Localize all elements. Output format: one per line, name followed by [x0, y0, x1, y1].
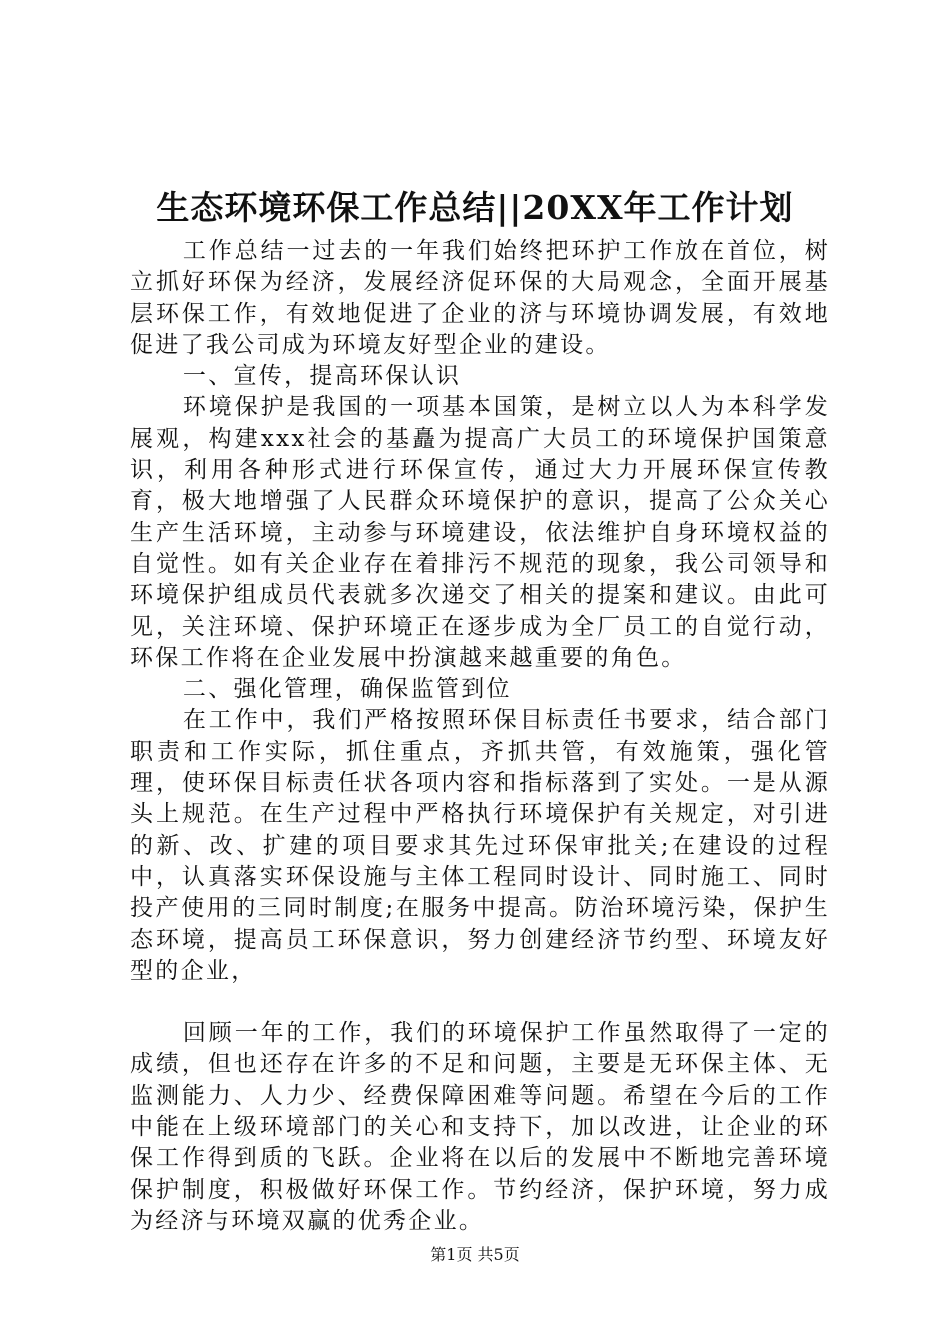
- paragraph-management: 在工作中，我们严格按照环保目标责任书要求，结合部门职责和工作实际，抓住重点，齐抓共管，有效施策，强化管理，使环保目标责任状各项内容和指标落到了实处。一是从源头上规范。在生产过程中严格执行环境保护有关规定，对引进的新、改、扩建的项目要求其先过环保审批关;在建设的过程中，认真落实环保设施与主体工程同时设计、同时施工、同时投产使用的三同时制度;在服务中提高。防治环境污染，保护生态环境，提高员工环保意识，努力创建经济节约型、环境友好型的企业，: [130, 707, 830, 984]
- paragraph-publicity: 环境保护是我国的一项基本国策，是树立以人为本科学发展观，构建xxx社会的基矗为提高广大员工的环境保护国策意识，利用各种形式进行环保宣传，通过大力开展环保宣传教育，极大地增强了人民群众环境保护的意识，提高了公众关心生产生活环境，主动参与环境建设，依法维护自身环境权益的自觉性。如有关企业存在着排污不规范的现象，我公司领导和环境保护组成员代表就多次递交了相关的提案和建议。由此可见，关注环境、保护环境正在逐步成为全厂员工的自觉行动，环保工作将在企业发展中扮演越来越重要的角色。: [130, 394, 830, 671]
- section-heading-1: 一、宣传，提高环保认识: [182, 363, 462, 390]
- page-number: 第1页 共5页: [430, 1245, 520, 1264]
- paragraph-intro: 工作总结一过去的一年我们始终把环护工作放在首位，树立抓好环保为经济，发展经济促环保的大局观念，全面开展基层环保工作，有效地促进了企业的济与环境协调发展，有效地促进了我公司成为环境友好型企业的建设。: [130, 238, 830, 358]
- document-title: 生态环境环保工作总结||20XX年工作计划: [156, 188, 794, 227]
- document-body: [130, 236, 830, 1237]
- section-heading-2: 二、强化管理，确保监管到位: [182, 676, 512, 703]
- paragraph-review: 回顾一年的工作，我们的环境保护工作虽然取得了一定的成绩，但也还存在许多的不足和问题，主要是无环保主体、无监测能力、人力少、经费保障困难等问题。希望在今后的工作中能在上级环境部门的关心和支持下，加以改进，让企业的环保工作得到质的飞跃。企业将在以后的发展中不断地完善环境保护制度，积极做好环保工作。节约经济，保护环境，努力成为经济与环境双赢的优秀企业。: [130, 1020, 830, 1234]
